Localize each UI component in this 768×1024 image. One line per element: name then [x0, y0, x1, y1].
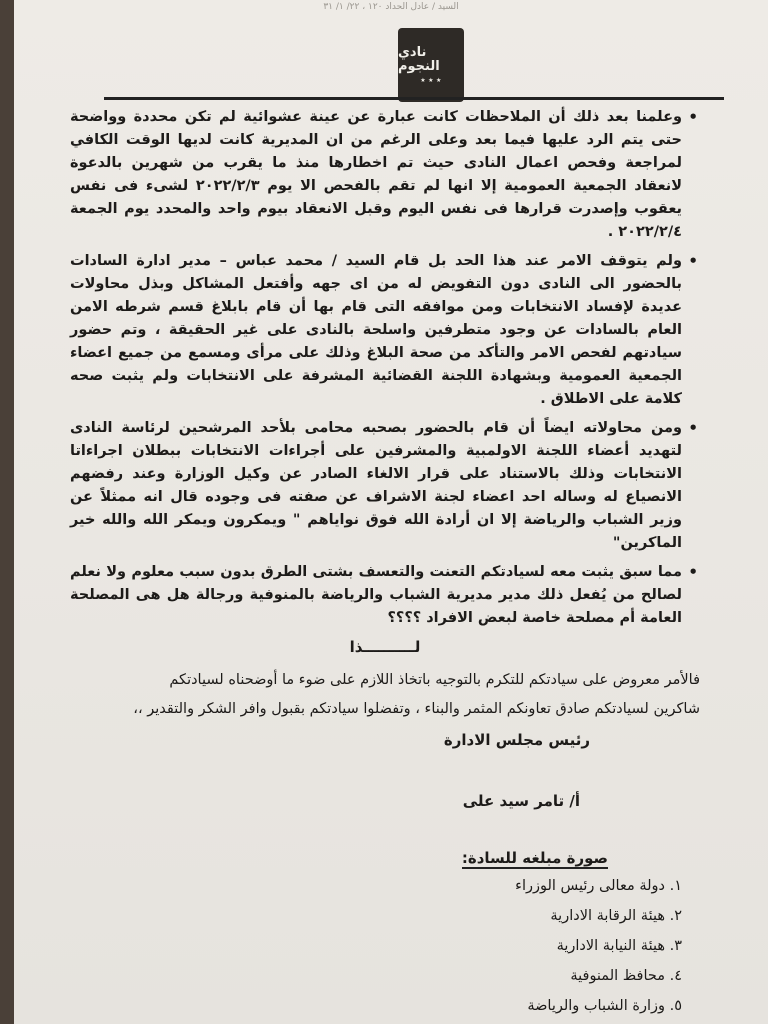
bullet-list	[70, 106, 700, 630]
list-item: ١. دولة معالى رئيس الوزراء	[515, 878, 682, 894]
top-strip-text: السيد / عادل الحداد ١٢٠ ، ٢٢/ ١/ ٣١	[323, 2, 459, 12]
closing-request: فالأمر معروض على سيادتكم للتكرم بالتوجيه باتخاذ اللازم على ضوء ما أوضحناه لسيادتكم	[169, 672, 700, 688]
signature-title: رئيس مجلس الادارة	[443, 731, 590, 749]
logo-text: نادي النجوم	[398, 44, 440, 75]
list-item: ٣. هيئة النيابة الادارية	[556, 938, 682, 954]
copies-list	[70, 874, 700, 1018]
list-item: ٢. هيئة الرقابة الادارية	[550, 908, 682, 924]
list-item: • ومن محاولاته ايضاً أن قام بالحضور بصحبه محامى بلأحد المرشحين لرئاسة النادى لتهديد أعضاء اللجنة الاولمبية والمشرفين على أجراءات الانتخابات ببطلان اجراءاتا الانتخابات وذلك بالاستناد على قرار الالغاء الصادر عن وكيل الوزارة وعند رفضهم الانصياع له وساله احد اعضاء لجنة الاشراف عن صفته فى وجوده قال انه ممثلاً عن وزير الشباب والرياضة إلا ان أرادة الله فوق نواياهم " ويمكرون ويمكر الله والله خير الماكرين"	[70, 417, 682, 555]
club-logo	[398, 28, 464, 102]
list-item: • ولم يتوقف الامر عند هذا الحد بل قام السيد / محمد عباس – مدير ادارة السادات بالحضور الى النادى دون التفويض له من اى جهه وأفتعل المشاكل وبذل محاولات عديدة لإفساد الانتخابات ومن موافقه التى قام بها أن قام بابلاغ قسم شرطه الامن العام بالسادات عن وجود متطرفين واسلحة بالنادى على غير الحقيقة ، وتم حضور سيادتهم لفحص الامر والتأكد من صحة البلاغ وذلك على مرأى ومسمع من جميع اعضاء الجمعية العمومية وبشهادة اللجنة القضائية المشرفة على الانتخابات ولم يثبت صحه كلامة على الاطلاق .	[70, 250, 682, 411]
conclusion-heading: لــــــــــذا	[349, 638, 421, 656]
signature-name: أ/ تامر سيد على	[462, 792, 580, 810]
header-divider	[104, 97, 724, 100]
logo-emblem-icon: ★ ★ ★	[420, 76, 442, 84]
closing-thanks: شاكرين لسيادتكم صادق تعاونكم المثمر والبناء ، وتفضلوا سيادتكم بقبول وافر الشكر والتقدير ،،	[133, 701, 700, 717]
copies-title	[70, 847, 700, 870]
list-item: ٤. محافظ المنوفية	[570, 968, 682, 984]
letter-body	[70, 106, 700, 1024]
copies-title-text: صورة مبلغه للسادة:	[461, 849, 608, 867]
list-item: ٥. وزارة الشباب والرياضة	[527, 998, 682, 1014]
list-item: • وعلمنا بعد ذلك أن الملاحظات كانت عبارة عن عينة عشوائية لم تكن محددة وواضحة حتى يتم الرد عليها فيما بعد وعلى الرغم من ان المديرية كانت لديها الوقت الكافي لمراجعة وفحص اعمال النادى حيث تم اخطارها منذ ما يقرب من شهرين بالدعوة لانعقاد الجمعية العمومية إلا انها لم تقم بالفحص الا يوم ٢٠٢٢/٢/٣ لشىء فى نفس يعقوب وإصدرت قرارها فى نفس اليوم وقبل الانعقاد بيوم واحد والمحدد يوم الجمعة ٢٠٢٢/٢/٤ .	[70, 106, 682, 244]
list-item: • مما سبق يثبت معه لسيادتكم التعنت والتعسف بشتى الطرق بدون سبب معلوم ولا نعلم لصالح من يُفعل ذلك مدير مديرية الشباب والرياضة بالمنوفية ورجالة هل هى المصلحة العامة أم مصلحة خاصة لبعض الافراد ؟؟؟؟	[70, 561, 682, 630]
